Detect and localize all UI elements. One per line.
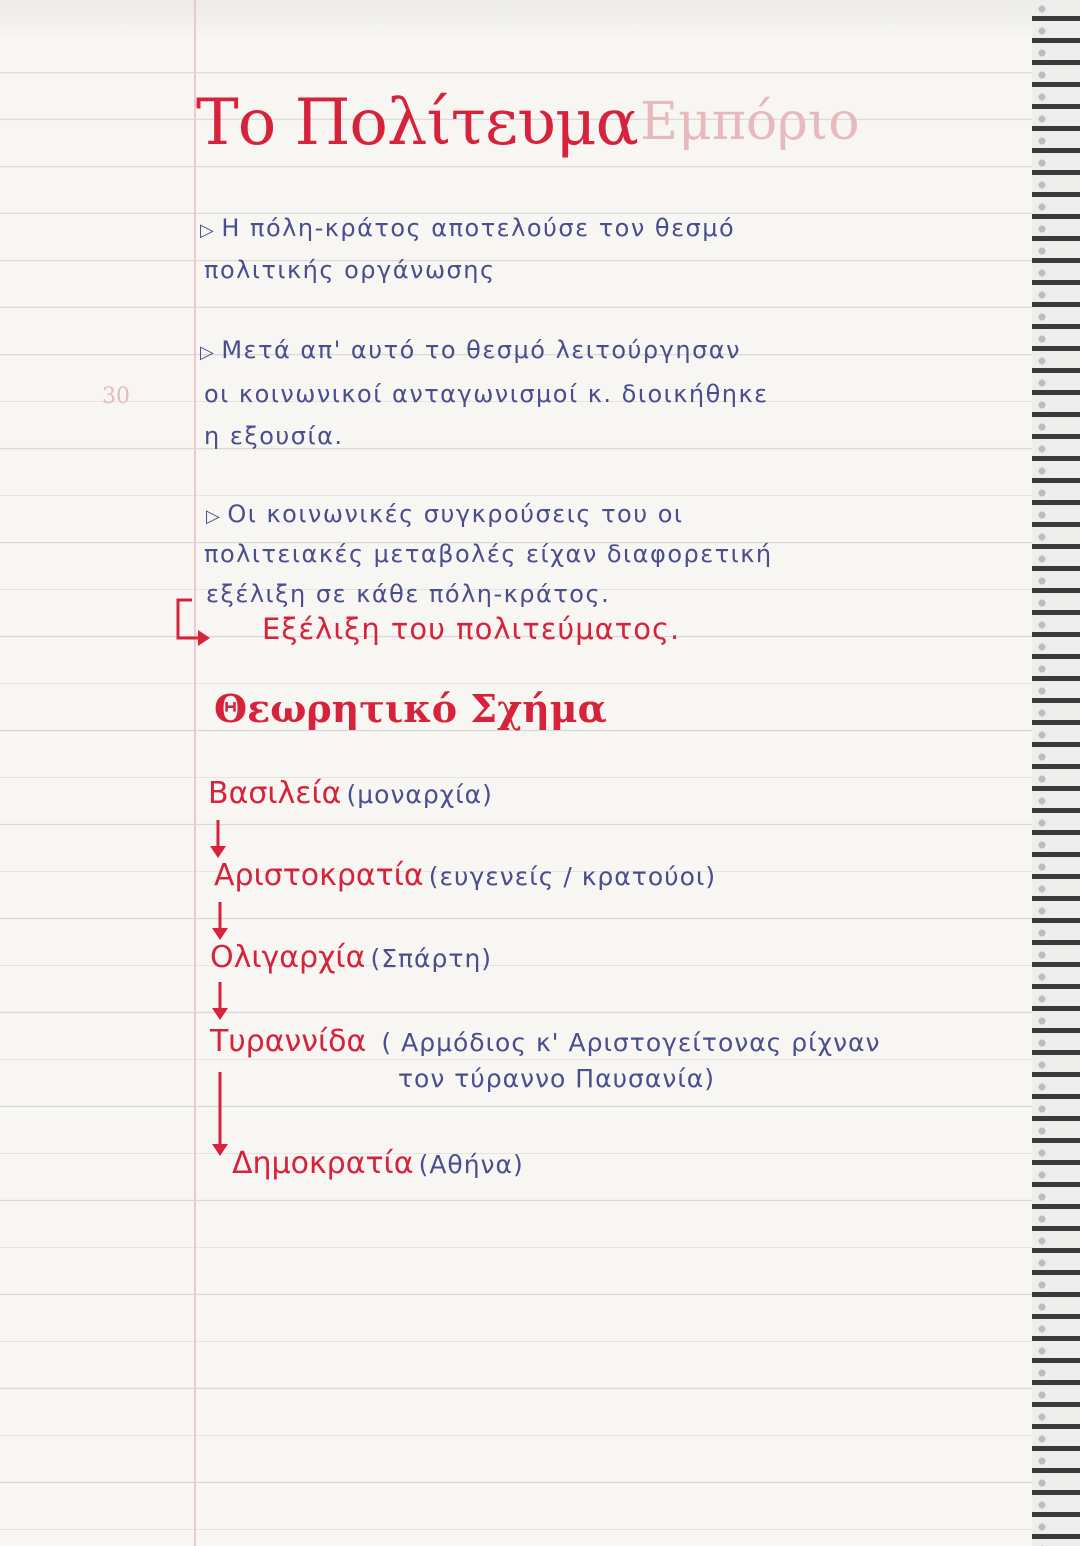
step-label: Αριστοκρατία: [214, 858, 424, 893]
step-note-continued: τον τύραννο Παυσανία): [398, 1064, 716, 1093]
paragraph-3-line-3: εξέλιξη σε κάθε πόλη-κράτος.: [206, 580, 611, 608]
bullet-triangle-icon: ▷: [200, 342, 216, 363]
step-monarchy: [208, 776, 493, 811]
paragraph-2-line-1: ▷ Μετά απ' αυτό το θεσμό λειτούργησαν: [200, 336, 741, 364]
step-note: ( Αρμόδιος κ' Αριστογείτονας ρίχναν: [381, 1028, 881, 1057]
down-arrow-icon: [208, 1070, 232, 1160]
step-note: (Αθήνα): [418, 1150, 524, 1179]
down-arrow-icon: [208, 980, 232, 1022]
hook-arrow-icon: [170, 594, 220, 654]
down-arrow-icon: [206, 818, 230, 860]
step-label: Δημοκρατία: [232, 1146, 414, 1181]
paragraph-2-line-2: οι κοινωνικοί ανταγωνισμοί κ. διοικήθηκε: [204, 380, 769, 408]
conclusion-text: Εξέλιξη του πολιτεύματος.: [262, 612, 681, 646]
diagram-heading: Θεωρητικό Σχήμα: [214, 686, 607, 731]
bleed-through-title: Εμπόριο: [640, 92, 860, 152]
down-arrow-icon: [208, 900, 232, 942]
paragraph-1-line-1: ▷ Η πόλη-κράτος αποτελούσε τον θεσμό: [200, 214, 736, 242]
step-label: Βασιλεία: [208, 776, 342, 811]
step-label: Τυραννίδα: [210, 1024, 367, 1059]
page-shadow: [0, 0, 1080, 40]
step-oligarchy: [210, 940, 492, 975]
step-note: (Σπάρτη): [370, 944, 493, 973]
bleed-through-number: 30: [102, 384, 130, 409]
step-note: (ευγενείς / κρατούοι): [428, 862, 717, 891]
step-label: Ολιγαρχία: [210, 940, 366, 975]
bullet-triangle-icon: ▷: [200, 220, 216, 241]
punch-holes: [1038, 0, 1046, 1546]
paragraph-3-line-2: πολιτειακές μεταβολές είχαν διαφορετική: [204, 540, 773, 568]
step-aristocracy: [214, 858, 716, 893]
step-note: (μοναρχία): [346, 780, 493, 809]
step-democracy: [232, 1146, 524, 1181]
margin-line: [194, 0, 196, 1546]
paragraph-3-line-1: ▷ Οι κοινωνικές συγκρούσεις του οι: [206, 500, 684, 528]
paragraph-1-line-2: πολιτικής οργάνωσης: [204, 256, 496, 284]
page-title: Το Πολίτευμα: [196, 86, 638, 160]
bullet-triangle-icon: ▷: [206, 506, 222, 527]
paragraph-2-line-3: η εξουσία.: [204, 422, 344, 450]
step-tyranny: [210, 1024, 880, 1059]
